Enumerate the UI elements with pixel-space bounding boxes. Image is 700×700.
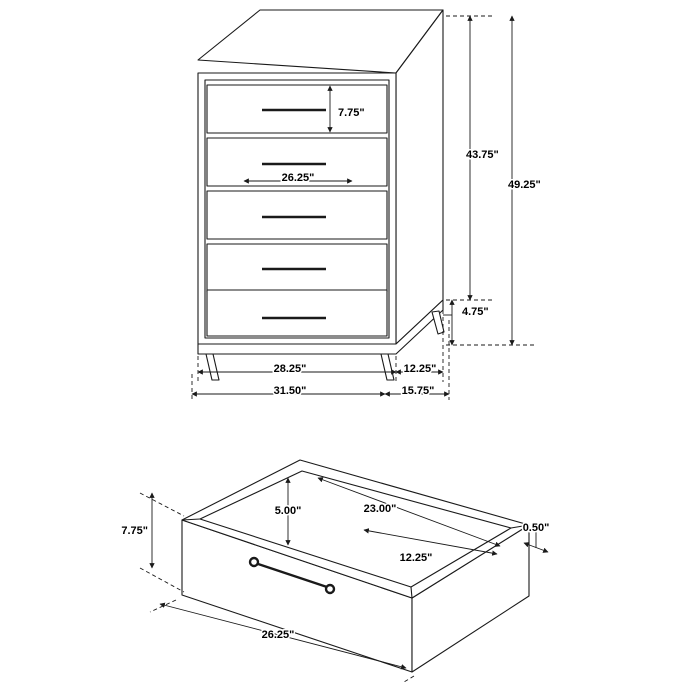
label-drawer-front-width: 26.25" xyxy=(281,172,315,184)
label-overall-depth: 15.75" xyxy=(401,385,435,397)
label-drawer-panel-thickness: 0.50" xyxy=(522,522,550,534)
label-cabinet-body-width: 28.25" xyxy=(273,363,307,375)
label-drawer-interior-depth: 12.25" xyxy=(399,552,433,564)
ext-drawer-w-right xyxy=(404,676,414,682)
drawer-front-3 xyxy=(207,191,387,239)
label-overall-width: 31.50" xyxy=(273,385,307,397)
label-drawer-interior-width: 23.00" xyxy=(363,503,397,515)
label-drawer-interior-height: 5.00" xyxy=(274,505,302,517)
ext-drawer-h-top xyxy=(140,493,184,516)
label-overall-height: 49.25" xyxy=(508,179,541,191)
chest-drawing xyxy=(198,10,444,380)
label-cabinet-body-depth: 12.25" xyxy=(403,363,437,375)
leg-front-right xyxy=(381,354,394,380)
drawer-detail-handle-end xyxy=(326,585,334,593)
drawer-detail-handle-knob xyxy=(250,558,258,566)
label-drawer-overall-width: 26.25" xyxy=(261,629,295,641)
drawer-front-5 xyxy=(207,290,387,336)
leg-rear-right xyxy=(432,311,444,334)
ext-drawer-w-left xyxy=(150,600,176,612)
ext-drawer-h-bottom xyxy=(140,568,184,592)
label-drawer-overall-height: 7.75" xyxy=(121,525,148,537)
label-leg-height: 4.75" xyxy=(462,306,489,318)
label-cabinet-body-height: 43.75" xyxy=(466,149,499,161)
label-drawer-front-height: 7.75" xyxy=(338,107,365,119)
leg-front-left xyxy=(206,354,219,380)
